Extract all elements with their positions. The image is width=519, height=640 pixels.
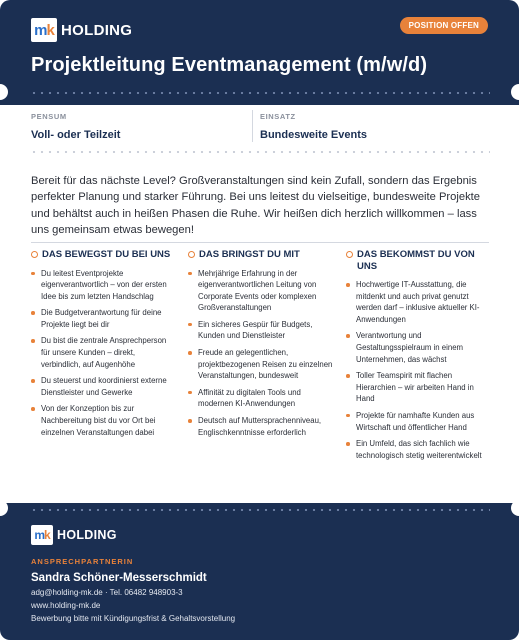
column-benefits [346, 249, 488, 466]
perforation-divider [30, 151, 490, 153]
contact-label: ANSPRECHPARTNERIN [31, 557, 134, 566]
contact-name: Sandra Schöner-Messerschmidt [31, 572, 207, 584]
pensum-label: PENSUM [31, 112, 67, 121]
page-title: Projektleitung Eventmanagement (m/w/d) [31, 54, 428, 76]
bullet-icon [346, 414, 350, 418]
bullet-icon [346, 374, 350, 378]
list-item: Projekte für namhafte Kunden aus Wirtschaft und öffentlicher Hand [346, 410, 488, 433]
column-tasks [31, 249, 171, 443]
bullet-icon [188, 391, 192, 395]
info-separator [252, 110, 253, 142]
bullet-icon [346, 283, 350, 287]
list-item: Deutsch auf Muttersprachenniveau, Englischkenntnisse erforderlich [188, 415, 336, 438]
list-item: Du leitest Eventprojekte eigenverantwortlich – von der ersten Idee bis zum letzten Handschlag [31, 268, 171, 303]
bullet-icon [31, 407, 35, 411]
list-item: Verantwortung und Gestaltungsspielraum in einem Unternehmen, das wächst [346, 330, 488, 365]
bullet-icon [188, 419, 192, 423]
contact-email-phone[interactable]: adg@holding-mk.de · Tel. 06482 948903-3 [31, 588, 183, 597]
column-heading: DAS BEWEGST DU BEI UNS [42, 249, 171, 260]
bullet-icon [31, 339, 35, 343]
contact-website[interactable]: www.holding-mk.de [31, 601, 101, 610]
circle-icon [188, 251, 195, 258]
column-heading: DAS BEKOMMST DU VON UNS [357, 249, 475, 272]
logo-wordmark: HOLDING [61, 21, 133, 39]
section-divider [31, 242, 489, 243]
logo-mark: m k [31, 525, 53, 545]
circle-icon [346, 251, 353, 258]
einsatz-info [260, 112, 367, 141]
bullet-icon [346, 334, 350, 338]
list-item: Ein sicheres Gespür für Budgets, Kunden und Dienstleister [188, 319, 336, 342]
status-badge: POSITION OFFEN [400, 17, 488, 34]
header-panel [0, 0, 519, 105]
company-logo [31, 18, 132, 42]
einsatz-value: Bundesweite Events [260, 129, 367, 141]
bullet-icon [31, 272, 35, 276]
list-item: Ein Umfeld, das sich fachlich wie technologisch stetig weiterentwickelt [346, 438, 488, 461]
list-item: Du bist die zentrale Ansprechperson für unsere Kunden – direkt, verbindlich, auf Augenhöhe [31, 335, 171, 370]
column-heading: DAS BRINGST DU MIT [199, 249, 300, 260]
pensum-info [31, 112, 120, 141]
perforation-divider [30, 509, 490, 511]
column-requirements [188, 249, 336, 443]
list-item: Die Budgetverantwortung für deine Projekte liegt bei dir [31, 307, 171, 330]
list-item: Von der Konzeption bis zur Nachbereitung bist du vor Ort bei einzelnen Veranstaltungen dabei [31, 403, 171, 438]
bullet-icon [31, 311, 35, 315]
list-item: Mehrjährige Erfahrung in der eigenverantwortlichen Leitung von Corporate Events oder komplexen Großveranstaltungen [188, 268, 336, 314]
list-item: Affinität zu digitalen Tools und modernen KI-Anwendungen [188, 387, 336, 410]
intro-text: Bereit für das nächste Level? Großveranstaltungen sind kein Zufall, sondern das Ergebnis perfekter Planung und starker Führung. Bei uns leitest du vielseitige, bundesweite Projekte und behältst auch in heißen Phasen die Ruhe. Wir heißen dich herzlich willkommen – lass uns gemeinsam etwas bewegen! [31, 175, 481, 237]
bullet-icon [188, 323, 192, 327]
footer-logo [31, 525, 117, 545]
bullet-icon [346, 442, 350, 446]
perforation-divider [30, 92, 490, 94]
application-note: Bewerbung bitte mit Kündigungsfrist & Gehaltsvorstellung [31, 614, 236, 623]
logo-wordmark: HOLDING [57, 528, 117, 542]
bullet-icon [188, 351, 192, 355]
pensum-value: Voll- oder Teilzeit [31, 129, 121, 141]
list-item: Freude an gelegentlichen, projektbezogenen Reisen zu einzelnen Veranstaltungen, bundesweit [188, 347, 336, 382]
list-item: Du steuerst und koordinierst externe Dienstleister und Gewerke [31, 375, 171, 398]
bullet-icon [31, 379, 35, 383]
einsatz-label: EINSATZ [260, 112, 296, 121]
bullet-icon [188, 272, 192, 276]
logo-mark: m k [31, 18, 57, 42]
list-item: Hochwertige IT-Ausstattung, die mitdenkt und auch privat genutzt werden darf – inklusive aktueller KI-Anwendungen [346, 279, 488, 325]
list-item: Toller Teamspirit mit flachen Hierarchien – wir arbeiten Hand in Hand [346, 370, 488, 405]
circle-icon [31, 251, 38, 258]
